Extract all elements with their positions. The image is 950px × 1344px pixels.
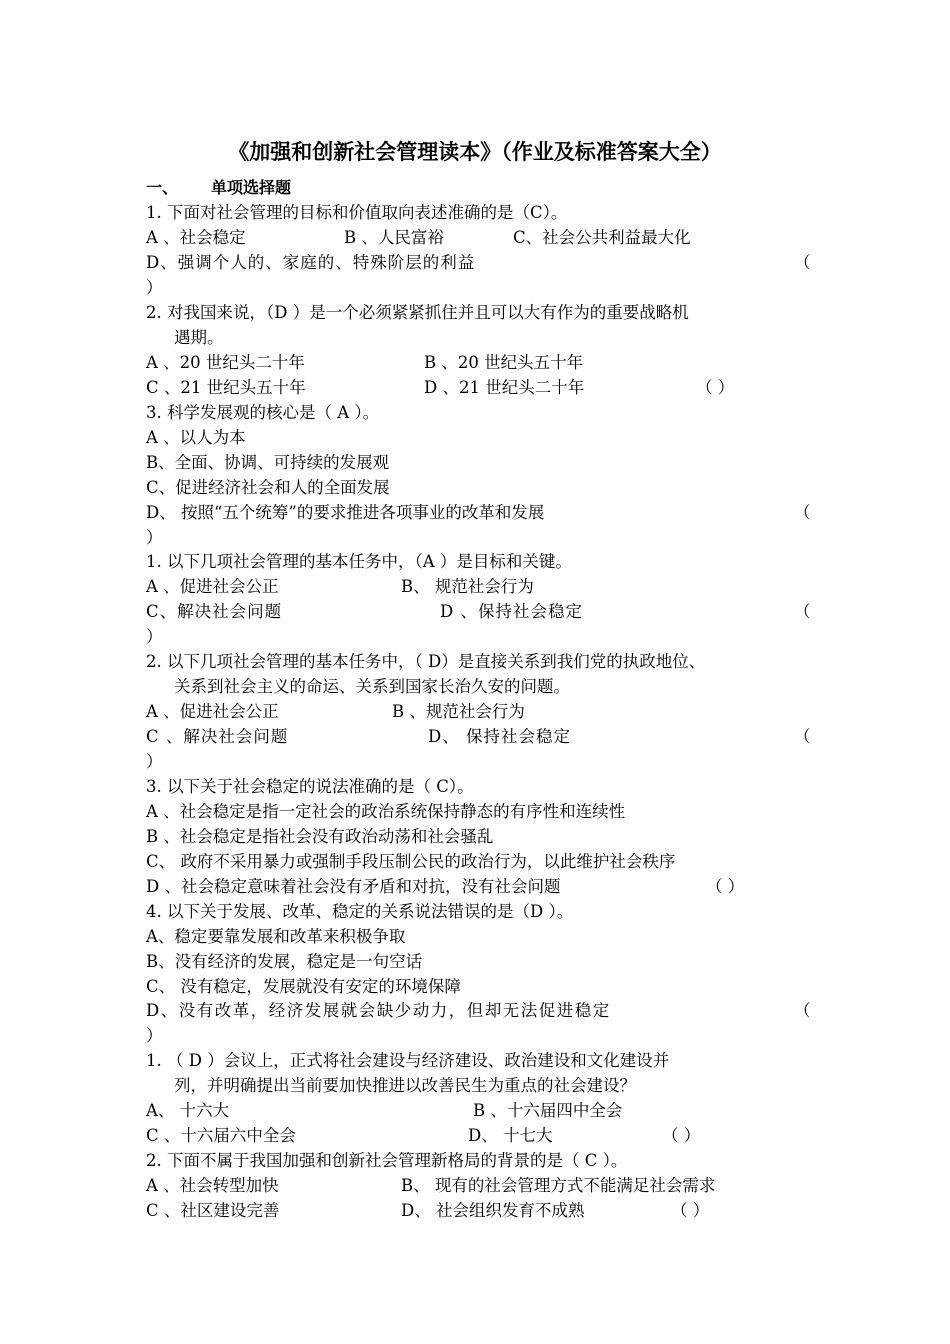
option-text: B、没有经济的发展，稳定是一句空话 [146,952,423,971]
document-title: 《加强和创新社会管理读本》（作业及标准答案大全） [228,140,722,164]
option-text: D 、21 世纪头二十年 [424,378,585,397]
option-text: A 、社会稳定是指一定社会的政治系统保持静态的有序性和连续性 [146,802,626,821]
option-text: A 、20 世纪头二十年 [146,353,305,372]
option-text: B、 规范社会行为 [401,577,534,596]
option-text: A 、促进社会公正 [146,577,279,596]
answer-bracket: ） [146,627,163,646]
question-text: 4. 以下关于发展、改革、稳定的关系说法错误的是（D ）。 [146,902,574,921]
answer-bracket: （ ） [696,378,735,397]
option-text: C 、21 世纪头五十年 [146,378,306,397]
option-text: A、 十六大 [146,1101,230,1120]
answer-bracket: （ [794,1001,811,1020]
option-text: A 、社会稳定 [146,228,246,247]
answer-bracket: （ [794,602,811,621]
answer-bracket: ） [146,528,163,547]
option-text: D、 按照“五个统筹”的要求推进各项事业的改革和发展 [146,503,545,522]
option-text: C、 政府不采用暴力或强制手段压制公民的政治行为，以此维护社会秩序 [146,852,676,871]
option-text: D、 社会组织发育不成熟 [401,1201,585,1220]
question-text: 关系到社会主义的命运、关系到国家长治久安的问题。 [174,677,570,696]
answer-bracket: （ [794,727,811,746]
option-text: B、 现有的社会管理方式不能满足社会需求 [401,1176,716,1195]
answer-bracket: （ [794,503,811,522]
answer-bracket: （ ） [706,877,745,896]
section-number: 一、 [146,178,179,197]
question-text: 3. 以下关于社会稳定的说法准确的是（ C）。 [146,777,474,796]
answer-bracket: （ [794,253,811,272]
answer-bracket: ） [146,278,163,297]
question-text: 1. 以下几项社会管理的基本任务中，（A ）是目标和关键。 [146,552,572,571]
question-text: 1. 下面对社会管理的目标和价值取向表述准确的是（C）。 [146,203,568,222]
option-text: B 、社会稳定是指社会没有政治动荡和社会骚乱 [146,827,494,846]
option-text: B 、20 世纪头五十年 [424,353,584,372]
option-text: B 、人民富裕 [344,228,444,247]
option-text: D、没有改革，经济发展就会缺少动力，但却无法促进稳定 [146,1001,611,1020]
answer-bracket: ） [146,1026,163,1045]
option-text: A 、社会转型加快 [146,1176,279,1195]
option-text: A 、以人为本 [146,428,246,447]
answer-bracket: ） [146,752,163,771]
question-text: 2. 以下几项社会管理的基本任务中，（ D）是直接关系到我们党的执政地位、 [146,652,706,671]
option-text: A、稳定要靠发展和改革来积极争取 [146,927,406,946]
option-text: D、 十七大 [468,1126,553,1145]
question-text: 遇期。 [174,328,224,347]
question-text: 1. （ D ）会议上，正式将社会建设与经济建设、政治建设和文化建设并 [146,1051,670,1070]
section-title: 单项选择题 [211,178,292,197]
option-text: A 、促进社会公正 [146,702,279,721]
option-text: C、解决社会问题 [146,602,283,621]
option-text: B、全面、协调、可持续的发展观 [146,453,390,472]
option-text: D 、保持社会稳定 [440,602,583,621]
option-text: C 、解决社会问题 [146,727,289,746]
question-text: 2. 下面不属于我国加强和创新社会管理新格局的背景的是（ C ）。 [146,1151,628,1170]
option-text: C、社会公共利益最大化 [513,228,691,247]
question-text: 3. 科学发展观的核心是（ A ）。 [146,403,380,422]
option-text: B 、规范社会行为 [392,702,525,721]
option-text: C 、社区建设完善 [146,1201,280,1220]
option-text: C、促进经济社会和人的全面发展 [146,478,390,497]
question-text: 2. 对我国来说，（D ）是一个必须紧紧抓住并且可以大有作为的重要战略机 [146,303,689,322]
question-text: 列，并明确提出当前要加快推进以改善民生为重点的社会建设？ [174,1076,636,1095]
option-text: D、强调个人的、家庭的、特殊阶层的利益 [146,253,476,272]
answer-bracket: （ ） [671,1201,710,1220]
option-text: D、 保持社会稳定 [428,727,571,746]
option-text: C、 没有稳定，发展就没有安定的环境保障 [146,977,461,996]
option-text: B 、十六届四中全会 [473,1101,623,1120]
option-text: C 、十六届六中全会 [146,1126,296,1145]
option-text: D 、社会稳定意味着社会没有矛盾和对抗，没有社会问题 [146,877,561,896]
answer-bracket: （ ） [662,1126,701,1145]
